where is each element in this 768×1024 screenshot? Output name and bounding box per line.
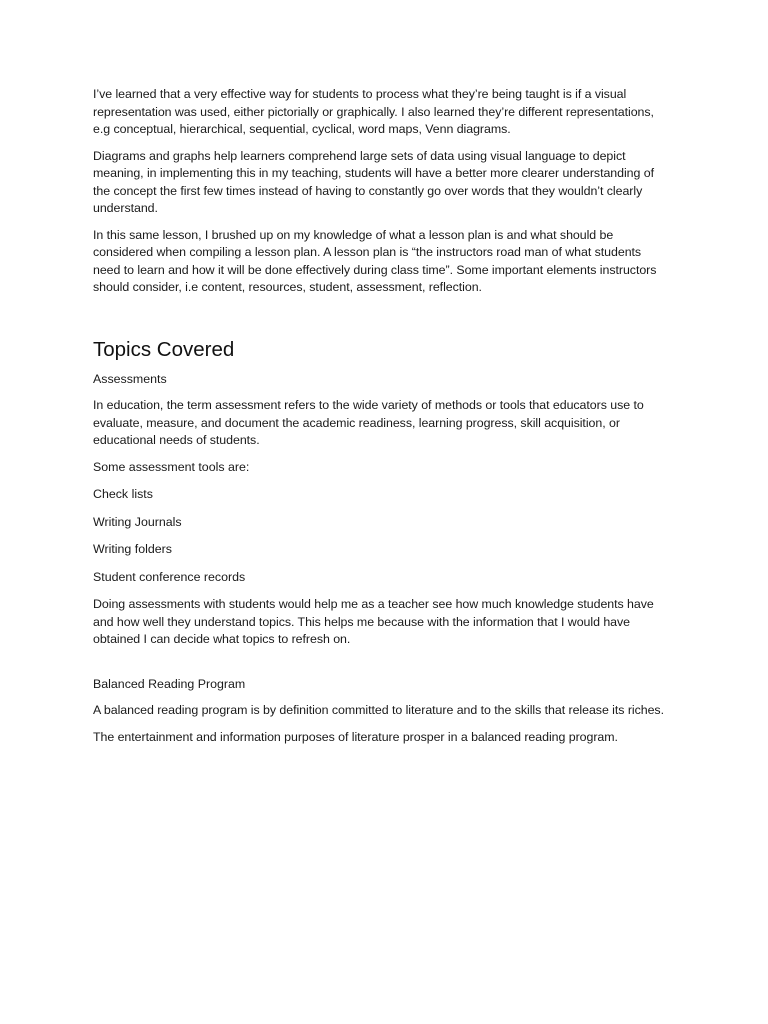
assessment-tool-item: Student conference records [93, 569, 246, 584]
intro-paragraph: In this same lesson, I brushed up on my knowledge of what a lesson plan is and what should be considered when compiling a lesson plan. A lesson plan is “the instructors road man of what students need to learn and how it will be done effectively during class time”. Some important elements instructors should consider, i.e content, resources, student, assessment, reflection. [93, 227, 657, 294]
assessment-definition: In education, the term assessment refers to the wide variety of methods or tools that educators use to evaluate, measure, and document the academic readiness, learning progress, skill acquisition, or educational needs of students. [93, 398, 644, 447]
assessment-tool-item: Check lists [93, 487, 153, 501]
intro-paragraph: I’ve learned that a very effective way for students to process what they’re being taught is if a visual representation was used, either pictorially or graphically. I also learned they’re different representations, e.g conceptual, hierarchical, sequential, cyclical, word maps, Venn diagrams. [93, 87, 654, 136]
assessment-tools-intro: Some assessment tools are: [93, 459, 250, 474]
document-page [93, 86, 671, 755]
subsection-title-balanced-reading: Balanced Reading Program [93, 676, 246, 691]
balanced-reading-paragraph: A balanced reading program is by definition committed to literature and to the skills that release its riches. [93, 703, 664, 717]
assessment-tool-item: Writing Journals [93, 514, 182, 529]
assessment-reflection: Doing assessments with students would help me as a teacher see how much knowledge students have and how well they understand topics. This helps me because with the information that I would have obtained I can decide what topics to refresh on. [93, 597, 654, 646]
assessment-tool-item: Writing folders [93, 542, 172, 556]
section-heading: Topics Covered [93, 337, 235, 361]
intro-paragraph: Diagrams and graphs help learners comprehend large sets of data using visual language to depict meaning, in implementing this in my teaching, students will have a better more clearer understanding of the concept the first few times instead of having to constantly go over words that they wouldn’t clearly understand. [93, 148, 654, 215]
subsection-title-assessments: Assessments [93, 371, 167, 386]
balanced-reading-paragraph: The entertainment and information purposes of literature prosper in a balanced reading program. [93, 729, 618, 744]
